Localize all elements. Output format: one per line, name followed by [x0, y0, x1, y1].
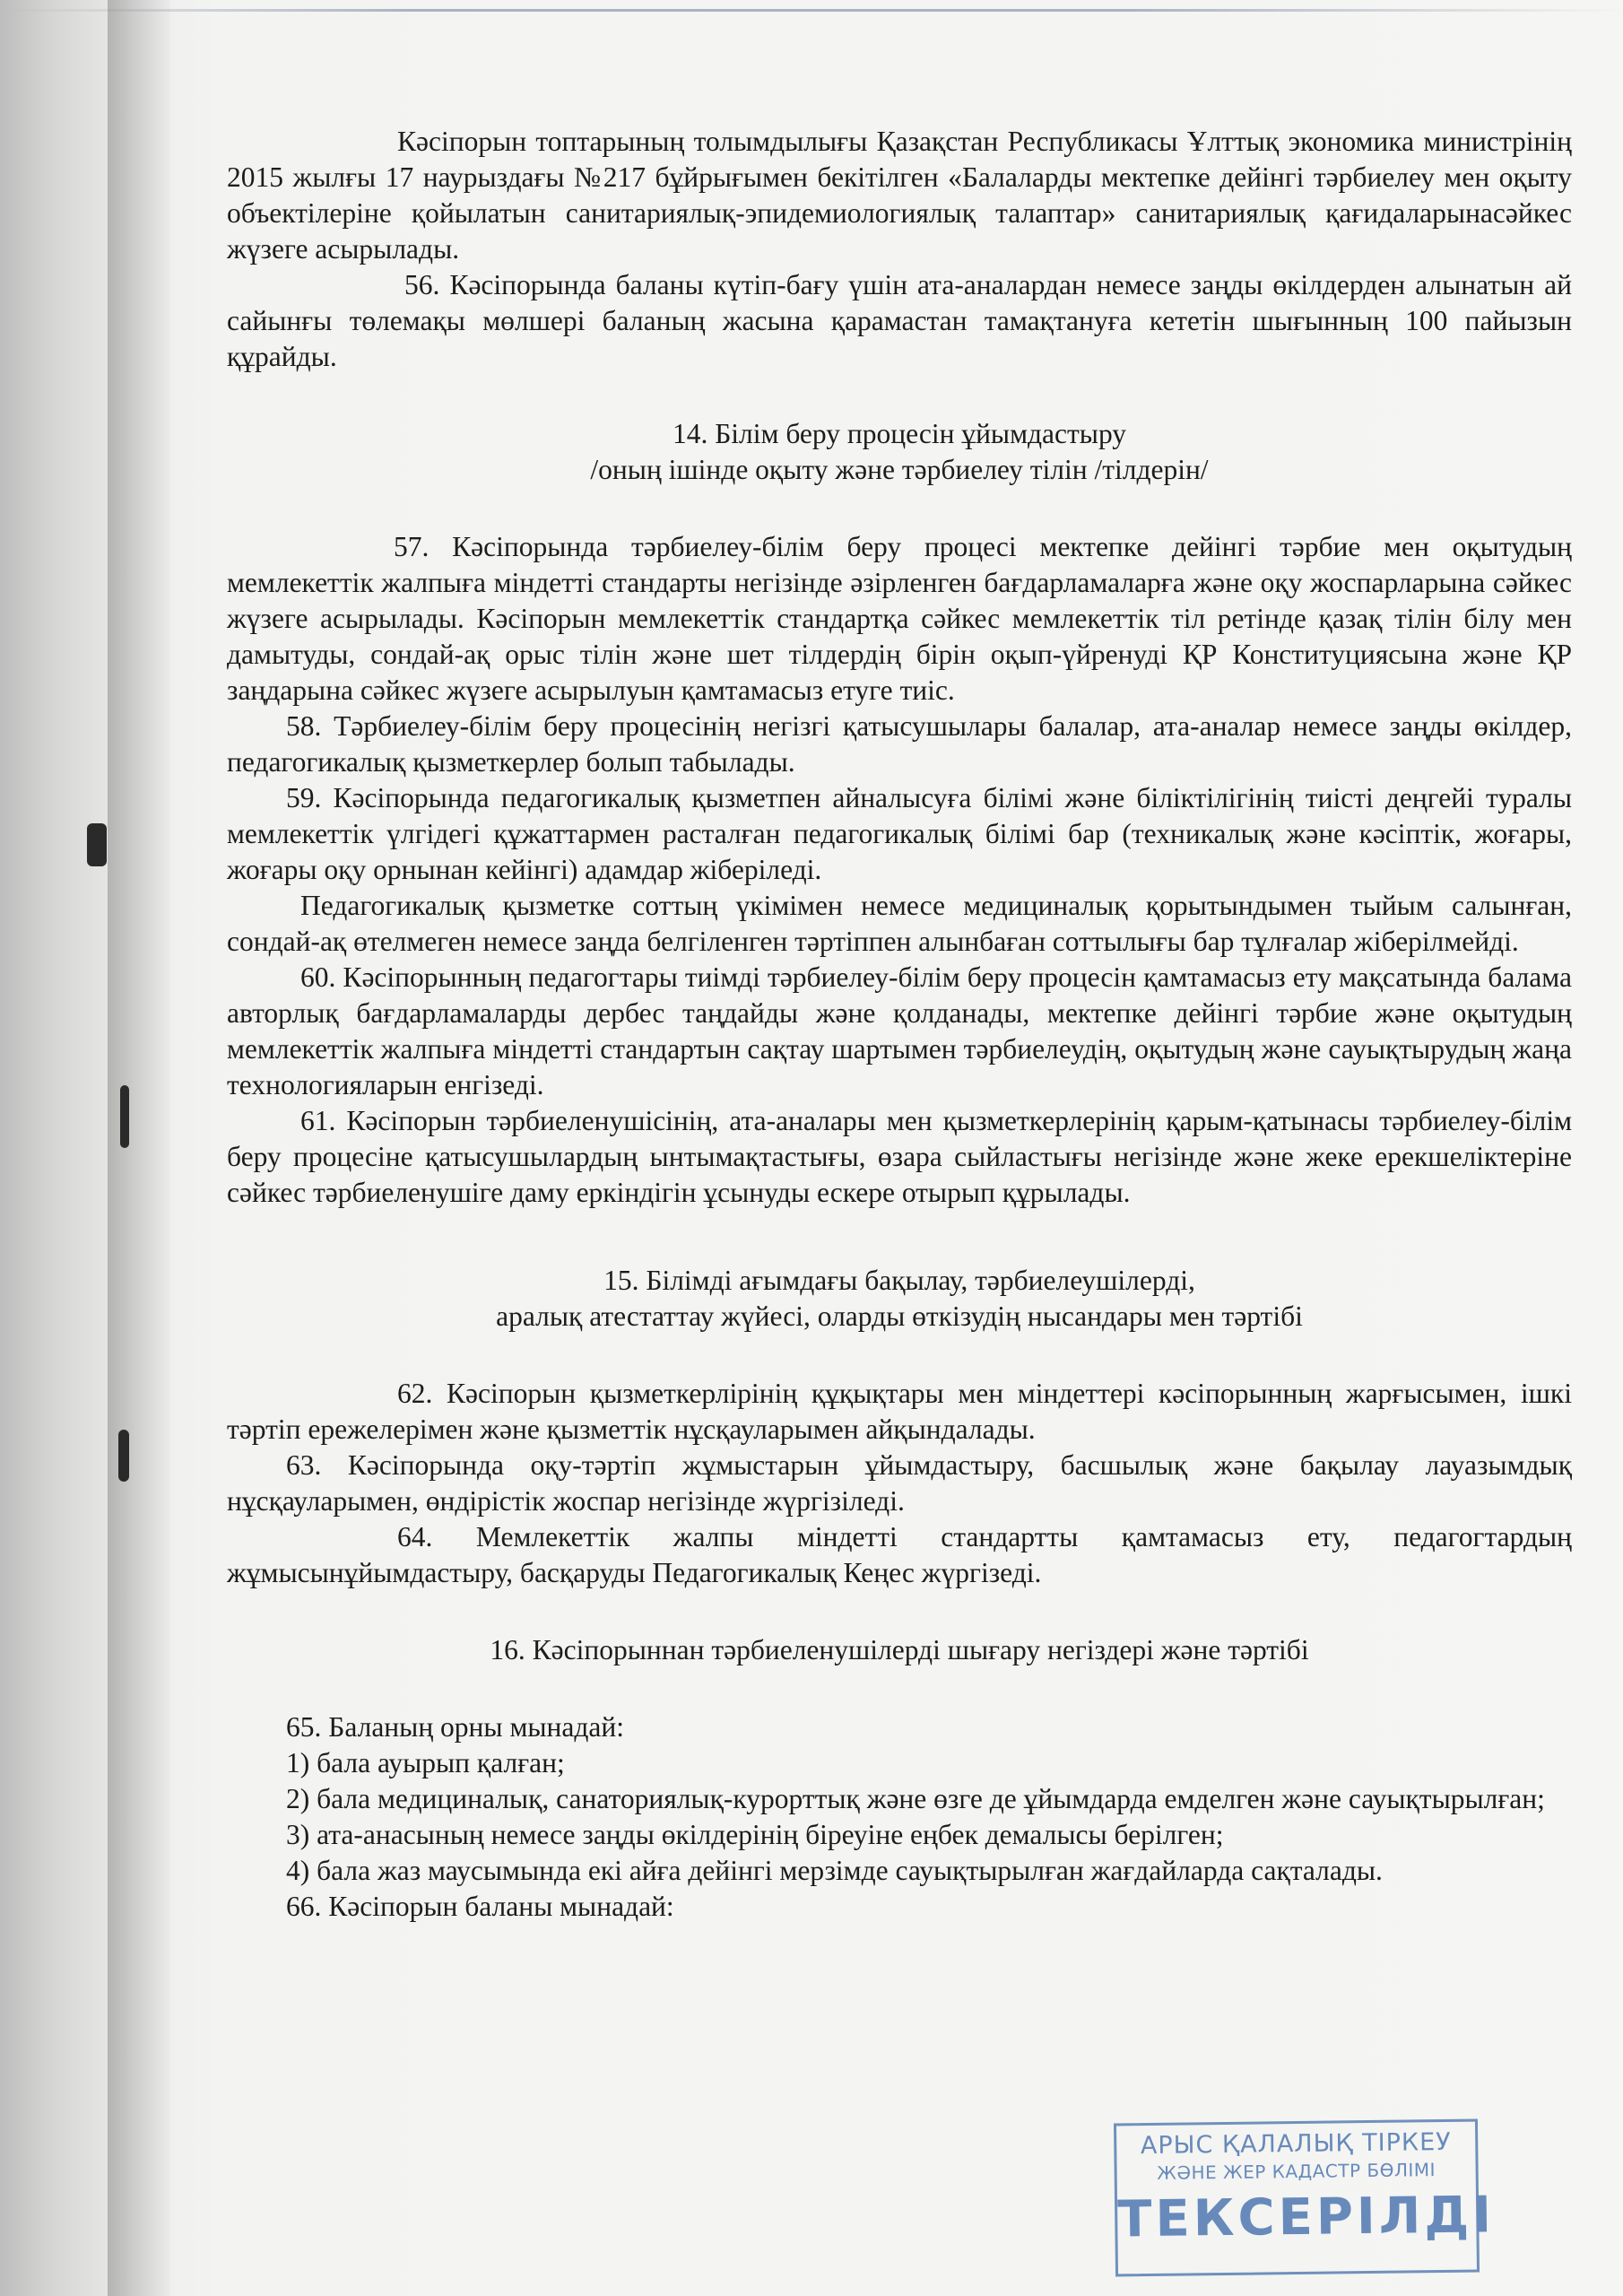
paragraph-59-cont: Педагогикалық қызметке соттың үкімімен немесе медициналық қорытындымен тыйым салынған, сондай-ақ өтелмеген немесе заңда белгіленген тәртіппен алынбаған соттылығы бар тұлғалар жіберілмейді. [227, 890, 1572, 957]
paragraph-59: 59. Кәсіпорында педагогикалық қызметпен айналысуға білімі және біліктілігінің тиісті деңгейі туралы мемлекеттік үлгідегі құжаттармен расталған педагогикалық білімі бар (техникалық және кәсіптік, жоғары, жоғары оқу орнынан кейінгі) адамдар жіберіледі. [227, 782, 1572, 885]
section-16-title: 16. Кәсіпорыннан тәрбиеленушілерді шығару негіздері және тәртібі [490, 1634, 1309, 1665]
paragraph-63: 63. Кәсіпорында оқу-тәртіп жұмыстарын ұйымдастыру, басшылық және бақылау лауазымдық нұсқауларымен, өндірістік жоспар негізінде жүргізіледі. [227, 1449, 1572, 1517]
paragraph-61: 61. Кәсіпорын тәрбиеленушісінің, ата-аналары мен қызметкерлерінің қарым-қатынасы тәрбиелеу-білім беру процесіне қатысушылардың ынтымақтастығы, өзара сыйластығы негізінде және жеке ерекшеліктеріне сәйкес тәрбиеленушіге даму еркіндігін ұсынуды ескере отырып құрылады. [227, 1105, 1572, 1208]
binding-mark-2 [120, 1085, 129, 1148]
paragraph-58: 58. Тәрбиелеу-білім беру процесінің негізгі қатысушылары балалар, ата-аналар немесе заңды өкілдер, педагогикалық қызметкерлер болып табылады. [227, 710, 1572, 778]
section-15-title: 15. Білімді ағымдағы бақылау, тәрбиелеушілерді, [603, 1265, 1195, 1296]
paragraph-56: 56. Кәсіпорында баланы күтіп-бағу үшін ата-аналардан немесе заңды өкілдерден алынатын ай сайынғы төлемақы мөлшері баланың жасына қарамастан тамақтануға кететін шығынның 100 пайызын құрайды. [227, 269, 1572, 372]
stamp-line-3: ТЕКСЕРІЛДІ [1116, 2186, 1496, 2249]
section-14-title: 14. Білім беру процесін ұйымдастыру [672, 418, 1127, 449]
section-16-list [227, 1709, 1572, 1925]
paragraph-62: 62. Кәсіпорын қызметкерлірінің құқықтары мен міндеттері кәсіпорынның жарғысымен, ішкі тәртіп ережелерімен және қызметтік нұсқауларымен айқындалады. [227, 1378, 1572, 1445]
list-item-3: 3) ата-анасының немесе заңды өкілдерінің біреуіне еңбек демалысы берілген; [286, 1819, 1224, 1850]
list-item-2: 2) бала медициналық, санаториялық-курорттық және өзге де ұйымдарда емделген және сауықтырылған; [286, 1783, 1545, 1814]
paragraph-65: 65. Баланың орны мынадай: [286, 1711, 625, 1743]
binding-mark-3 [118, 1430, 129, 1482]
paragraph-64: 64. Мемлекеттік жалпы міндетті стандартты қамтамасыз ету, педагогтардың жұмысынұйымдастыру, басқаруды Педагогикалық Кеңес жүргізеді. [227, 1521, 1572, 1588]
stamp-line-2: ЖӘНЕ ЖЕР КАДАСТР БӨЛІМІ [1157, 2159, 1436, 2184]
paragraph-55: Кәсіпорын топтарының толымдылығы Қазақстан Республикасы Ұлттық экономика министрінің 2015 жылғы 17 наурыздағы №217 бұйрығымен бекітілген «Балаларды мектепке дейінгі тәрбиелеу мен оқыту объектілеріне қойылатын санитариялық-эпидемиологиялық талаптар» санитариялық қағидаларынасәйкес жүзеге асырылады. [227, 126, 1572, 265]
verification-stamp [1114, 2119, 1496, 2277]
section-14-subtitle: /оның ішінде оқыту және тәрбиелеу тілін /тілдерін/ [590, 454, 1209, 485]
document-body [227, 124, 1572, 1925]
stamp-line-1: АРЫС ҚАЛАЛЫҚ ТІРКЕУ [1140, 2127, 1452, 2161]
scan-top-edge [0, 9, 1623, 12]
list-item-4: 4) бала жаз маусымында екі айға дейінгі мерзімде сауықтырылған жағдайларда сақталады. [286, 1855, 1383, 1886]
scan-gutter-shadow [108, 0, 170, 2296]
section-15-subtitle: аралық атестаттау жүйесі, оларды өткізудің нысандары мен тәртібі [496, 1300, 1303, 1332]
paragraph-60: 60. Кәсіпорынның педагогтары тиімді тәрбиелеу-білім беру процесін қамтамасыз ету мақсатында балама авторлық бағдарламаларды дербес таңдайды және қолданады, мектепке дейінгі тәрбие және оқытудың мемлекеттік жалпыға міндетті стандартын сақтау шартымен тәрбиелеудің, оқытудың және сауықтырудың жаңа технологияларын енгізеді. [227, 961, 1572, 1100]
binding-mark-1 [87, 823, 107, 866]
list-item-1: 1) бала ауырып қалған; [286, 1747, 565, 1779]
paragraph-57: 57. Кәсіпорында тәрбиелеу-білім беру процесі мектепке дейінгі тәрбие мен оқытудың мемлекеттік жалпыға міндетті стандарты негізінде әзірленген бағдарламаларға және оқу жоспарларына сәйкес жүзеге асырылады. Кәсіпорын мемлекеттік стандартқа сәйкес мемлекеттік тіл ретінде қазақ тілін білу мен дамытуды, сондай-ақ орыс тілін және шет тілдердің бірін оқып-үйренуді ҚР Конституциясына және ҚР заңдарына сәйкес жүзеге асырылуын қамтамасыз етуге тиіс. [227, 531, 1572, 706]
paragraph-66: 66. Кәсіпорын баланы мынадай: [286, 1891, 674, 1922]
